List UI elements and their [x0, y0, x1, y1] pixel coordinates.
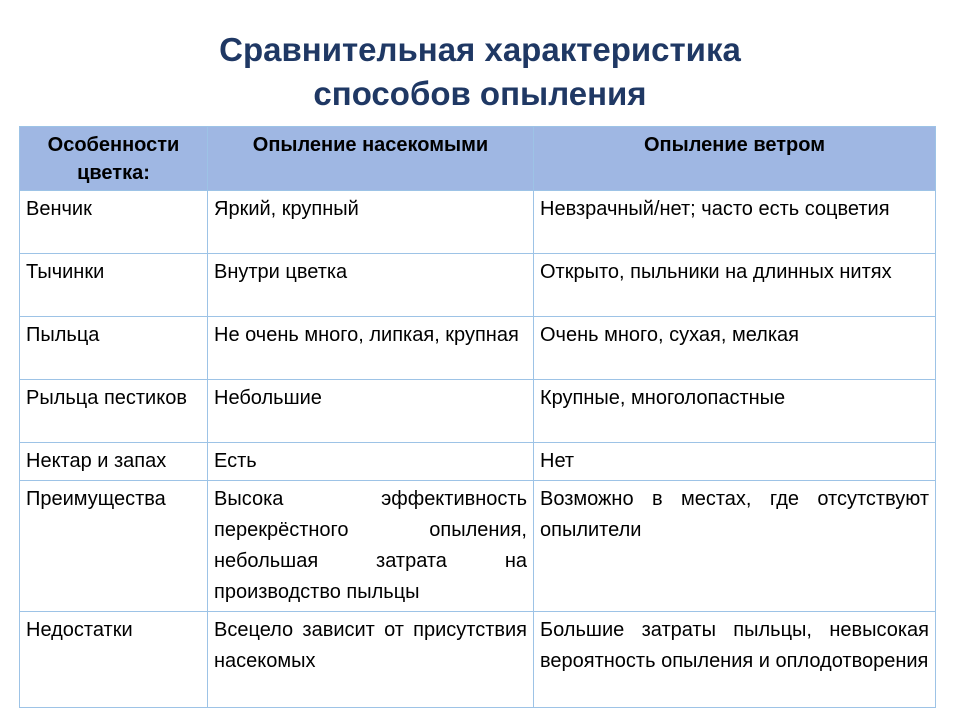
- wind-cell: Очень много, сухая, мелкая: [534, 317, 936, 380]
- wind-cell: Нет: [534, 443, 936, 481]
- wind-cell: Невзрачный/нет; часто есть соцветия: [534, 191, 936, 254]
- feature-cell: Венчик: [20, 191, 208, 254]
- wind-cell: Возможно в местах, где отсутствуют опылители: [534, 481, 936, 612]
- feature-cell: Нектар и запах: [20, 443, 208, 481]
- table-row: [20, 317, 936, 380]
- wind-cell: Крупные, многолопастные: [534, 380, 936, 443]
- table-row: [20, 380, 936, 443]
- insect-cell: Небольшие: [208, 380, 534, 443]
- table-row: [20, 443, 936, 481]
- page-title-line-1: Сравнительная характеристика: [219, 31, 741, 68]
- insect-cell: Есть: [208, 443, 534, 481]
- feature-cell: Пыльца: [20, 317, 208, 380]
- table-header: [20, 127, 936, 191]
- feature-cell: Недостатки: [20, 612, 208, 708]
- wind-cell: Большие затраты пыльцы, невысокая вероятность опыления и оплодотворения: [534, 612, 936, 708]
- header-wind-pollination: Опыление ветром: [534, 127, 936, 191]
- insect-cell: Яркий, крупный: [208, 191, 534, 254]
- header-feature: Особенности цветка:: [20, 127, 208, 191]
- table-row: [20, 191, 936, 254]
- table-row: [20, 254, 936, 317]
- comparison-table: [19, 126, 936, 708]
- header-row: [20, 127, 936, 191]
- table-row: [20, 481, 936, 612]
- insect-cell: Внутри цветка: [208, 254, 534, 317]
- feature-cell: Преимущества: [20, 481, 208, 612]
- table-body: [20, 191, 936, 708]
- insect-cell: Высока эффективность перекрёстного опыления, небольшая затрата на производство пыльцы: [208, 481, 534, 612]
- feature-cell: Тычинки: [20, 254, 208, 317]
- page-title: [0, 28, 960, 116]
- insect-cell: Не очень много, липкая, крупная: [208, 317, 534, 380]
- page-title-line-2: способов опыления: [313, 75, 647, 112]
- table-row: [20, 612, 936, 708]
- insect-cell: Всецело зависит от присутствия насекомых: [208, 612, 534, 708]
- wind-cell: Открыто, пыльники на длинных нитях: [534, 254, 936, 317]
- feature-cell: Рыльца пестиков: [20, 380, 208, 443]
- header-insect-pollination: Опыление насекомыми: [208, 127, 534, 191]
